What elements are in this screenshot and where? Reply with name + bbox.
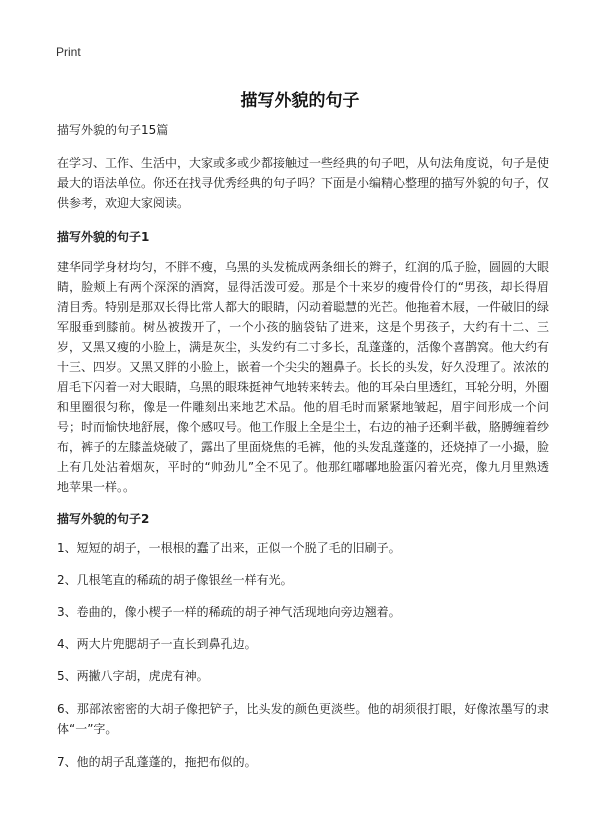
section-1-paragraph: 建华同学身材均匀，不胖不瘦，乌黑的头发梳成两条细长的辫子，红润的瓜子脸，圆圆的大眼睛，脸颊上有两个深深的酒窝，显得活泼可爱。那是个十来岁的瘦骨伶仃的“男孩，却长得眉清目秀。特别是那双长得比常人都大的眼睛，闪动着聪慧的光芒。他拖着木屐，一件破旧的绿军服垂到膝前。树丛被拨开了，一个小孩的脑袋钻了进来，这是个男孩子，大约有十二、三岁，又黑又瘦的小脸上，满是灰尘，头发约有二寸多长，乱蓬蓬的，活像个喜鹊窝。他大约有十三、四岁。又黑又胖的小脸上，嵌着一个尖尖的翘鼻子。长长的头发，好久没理了。浓浓的眉毛下闪着一对大眼睛，乌黑的眼珠挺神气地转来转去。他的耳朵白里透红，耳轮分明，外圈和里圈很匀称，像是一件雕刻出来地艺术品。他的眉毛时而紧紧地皱起，眉宇间形成一个问号；时而愉快地舒展，像个感叹号。他工作服上全是尘土，右边的袖子还剩半截，胳膊缠着纱布，裤子的左膝盖烧破了，露出了里面烧焦的毛裤，他的头发乱蓬蓬的，还烧掉了一小撮，脸上有几处沾着烟灰，平时的“帅劲儿”全不见了。他那红嘟嘟地脸蛋闪着光亮，像九月里熟透地苹果一样。。 (57, 260, 550, 494)
intro-paragraph: 在学习、工作、生活中，大家或多或少都接触过一些经典的句子吧，从句法角度说，句子是使最大的语法单位。你还在找寻优秀经典的句子吗？下面是小编精心整理的描写外貌的句子，仅供参考，欢迎大家阅读。 (57, 156, 550, 210)
list-item: 3、卷曲的，像小楔子一样的稀疏的胡子神气活现地向旁边翘着。 (57, 605, 401, 619)
section-heading-1: 描写外貌的句子1 (57, 230, 150, 244)
list-item: 6、那部浓密密的大胡子像把铲子，比头发的颜色更淡些。他的胡须很打眼，好像浓墨写的隶体“一”字。 (57, 702, 549, 736)
document-title: 描写外貌的句子 (240, 91, 360, 111)
list-item: 1、短短的胡子，一根根的蠢了出来，正似一个脱了毛的旧刷子。 (57, 541, 401, 555)
list-item: 4、两大片兜腮胡子一直长到鼻孔边。 (57, 637, 257, 651)
document-subtitle: 描写外貌的句子15篇 (57, 123, 169, 137)
list-item: 5、两撇八字胡，虎虎有神。 (57, 669, 209, 683)
list-item: 2、几根笔直的稀疏的胡子像银丝一样有光。 (57, 573, 293, 587)
section-heading-2: 描写外貌的句子2 (57, 512, 150, 526)
print-link[interactable]: Print (56, 45, 81, 59)
document-body (57, 122, 549, 785)
list-item: 7、他的胡子乱蓬蓬的，拖把布似的。 (57, 755, 257, 769)
